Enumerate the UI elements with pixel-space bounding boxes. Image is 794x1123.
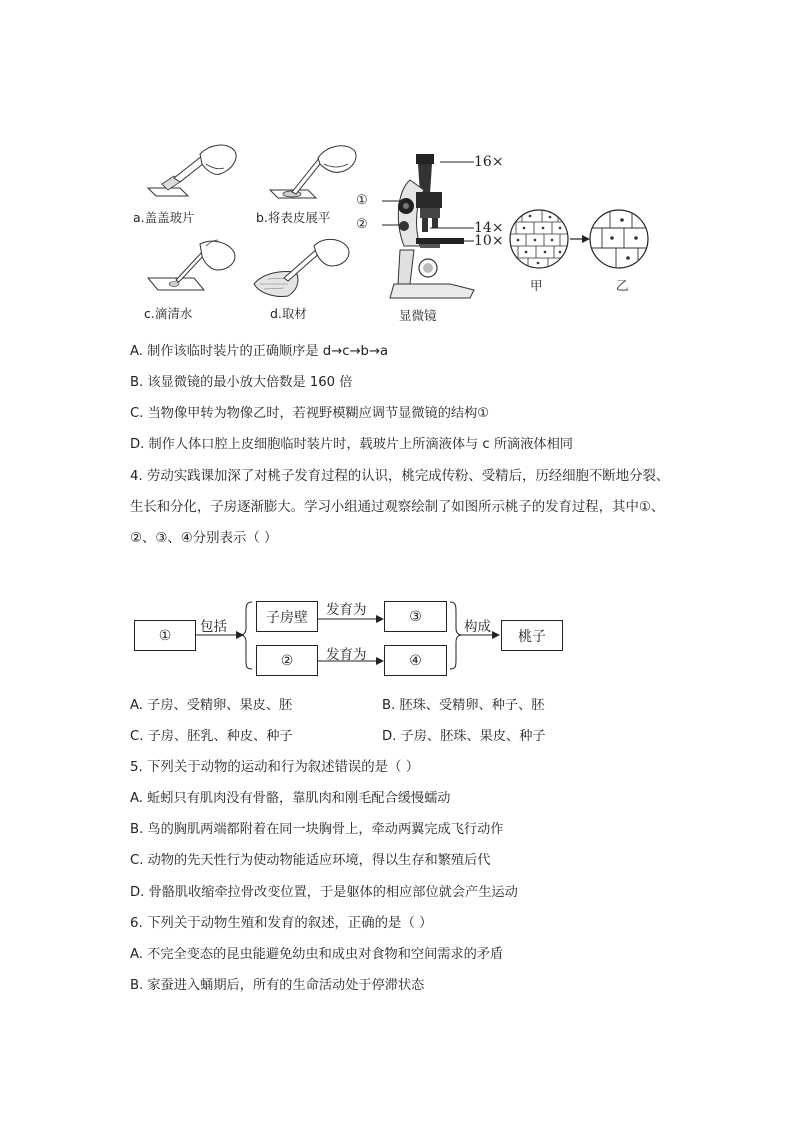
q6-stem: 6. 下列关于动物生殖和发育的叙述，正确的是（ ） <box>130 916 433 931</box>
q3-option-a: A. 制作该临时装片的正确顺序是 d→c→b→a <box>130 344 389 359</box>
q3-option-b: B. 该显微镜的最小放大倍数是 160 倍 <box>130 375 353 390</box>
diagram-box-1: ① <box>134 620 196 651</box>
q5-option-a: A. 蚯蚓只有肌肉没有骨骼，靠肌肉和刚毛配合缓慢蠕动 <box>130 791 451 806</box>
q3-option-c: C. 当物像甲转为物像乙时，若视野模糊应调节显微镜的结构① <box>130 406 490 421</box>
high-objective-magnification-label: 14× <box>474 220 504 236</box>
part-1-label: ① <box>356 193 368 208</box>
q4-option-a: A. 子房、受精卵、果皮、胚 <box>130 698 293 713</box>
diagram-box-4: ④ <box>384 645 447 676</box>
diagram-box-2: ② <box>256 645 318 676</box>
q4-stem-line-2: 生长和分化，子房逐渐膨大。学习小组通过观察绘制了如图所示桃子的发育过程，其中①、 <box>130 500 665 515</box>
q4-option-b: B. 胚珠、受精卵、种子、胚 <box>382 698 545 713</box>
part-2-label: ② <box>356 217 368 232</box>
caption-d: d.取材 <box>270 306 307 321</box>
eyepiece-magnification-label: 16× <box>474 154 504 170</box>
q5-option-c: C. 动物的先天性行为使动物能适应环境，得以生存和繁殖后代 <box>130 853 491 868</box>
q5-stem: 5. 下列关于动物的运动和行为叙述错误的是（ ） <box>130 760 420 775</box>
caption-c: c.滴清水 <box>144 306 193 321</box>
diagram-box-ovary-wall: 子房壁 <box>256 601 318 632</box>
q4-stem-line-1: 4. 劳动实践课加深了对桃子发育过程的认识，桃完成传粉、受精后，历经细胞不断地分裂、 <box>130 469 670 484</box>
q4-stem-line-3: ②、③、④分别表示（ ） <box>130 531 278 546</box>
diagram-box-3: ③ <box>384 601 447 632</box>
q3-option-d: D. 制作人体口腔上皮细胞临时装片时，载玻片上所滴液体与 c 所滴液体相同 <box>130 437 573 452</box>
diagram-label-constitute: 构成 <box>464 619 491 635</box>
caption-a: a.盖盖玻片 <box>133 210 195 225</box>
diagram-label-include: 包括 <box>200 619 227 635</box>
q4-option-d: D. 子房、胚珠、果皮、种子 <box>382 729 546 744</box>
caption-microscope: 显微镜 <box>399 308 437 323</box>
diagram-box-peach: 桃子 <box>501 620 563 651</box>
q4-option-c: C. 子房、胚乳、种皮、种子 <box>130 729 293 744</box>
low-objective-magnification-label: 10× <box>474 233 504 249</box>
q6-option-a: A. 不完全变态的昆虫能避免幼虫和成虫对食物和空间需求的矛盾 <box>130 947 504 962</box>
diagram-label-develops-bottom: 发育为 <box>326 647 367 663</box>
q6-option-b: B. 家蚕进入蛹期后，所有的生命活动处于停滞状态 <box>130 978 425 993</box>
caption-b: b.将表皮展平 <box>256 210 331 225</box>
q5-option-d: D. 骨骼肌收缩牵拉骨改变位置，于是躯体的相应部位就会产生运动 <box>130 885 518 900</box>
diagram-label-develops-top: 发育为 <box>326 602 367 618</box>
caption-yi: 乙 <box>616 278 629 293</box>
caption-jia: 甲 <box>530 278 543 293</box>
q5-option-b: B. 鸟的胸肌两端都附着在同一块胸骨上，牵动两翼完成飞行动作 <box>130 822 504 837</box>
